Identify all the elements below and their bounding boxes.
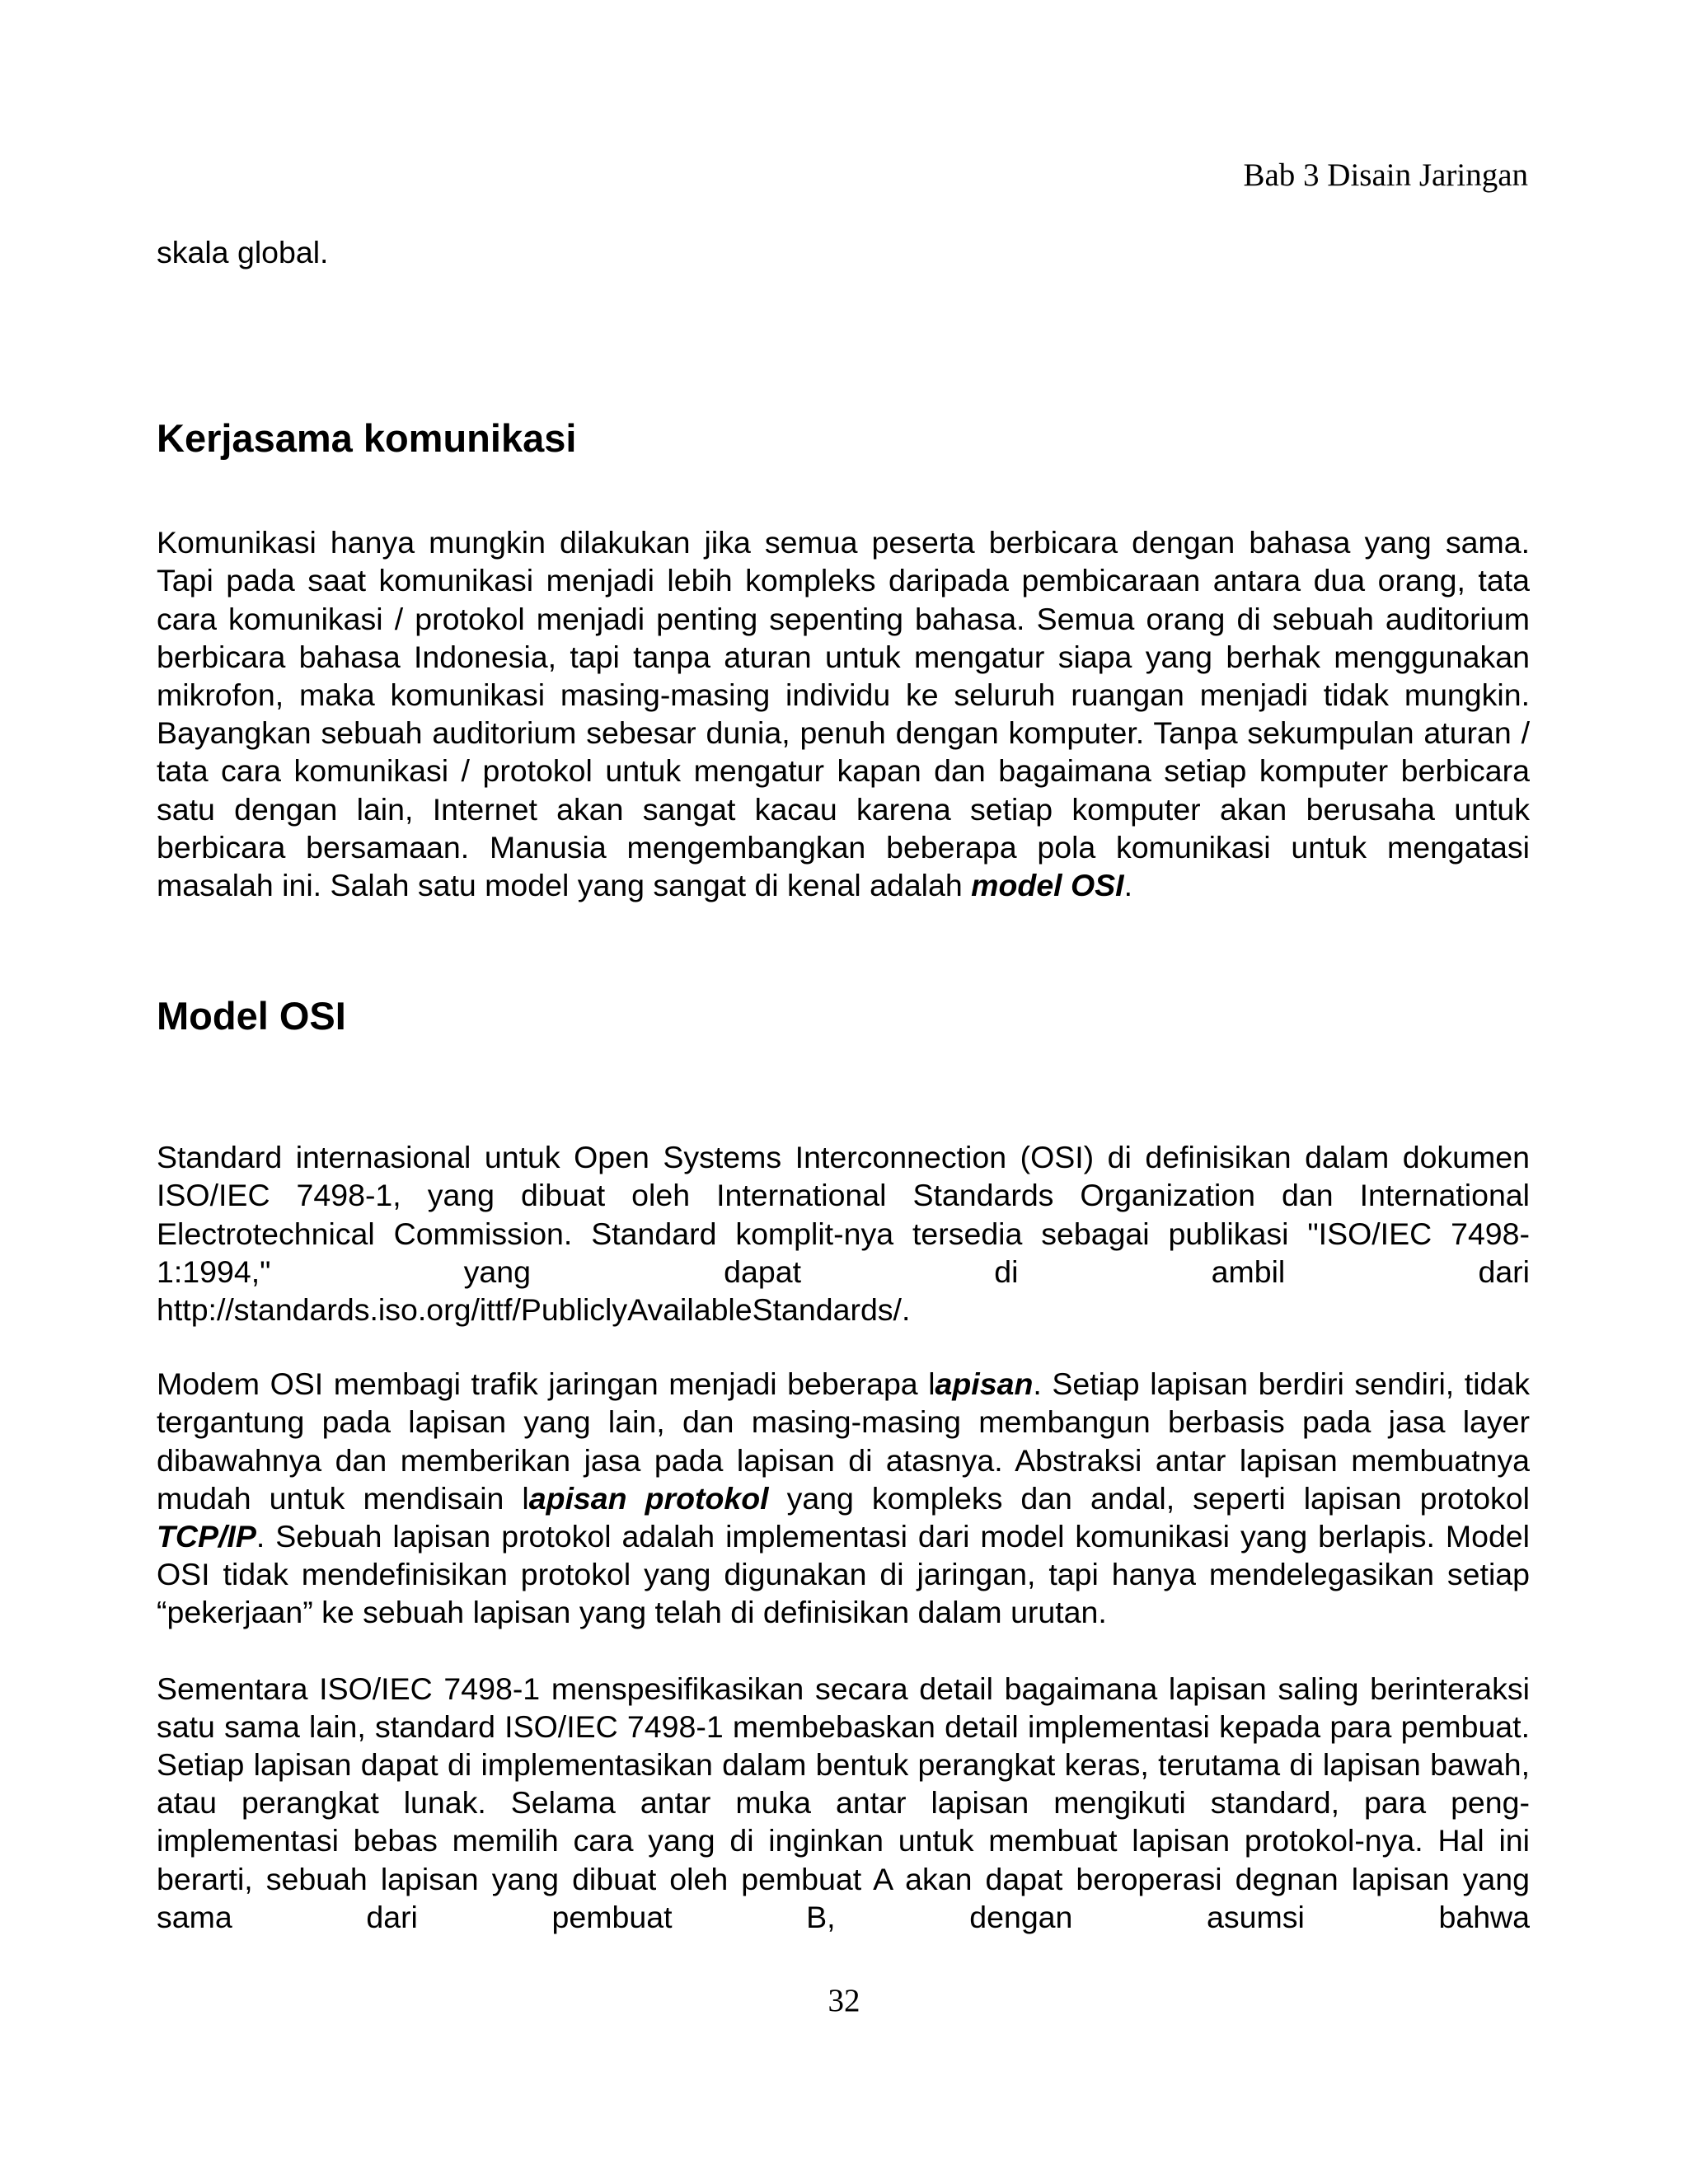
section-heading-model-osi: Model OSI: [157, 994, 346, 1038]
paragraph-text: Modem OSI membagi trafik jaringan menjadi beberapa l: [157, 1366, 935, 1402]
continued-text: skala global.: [157, 235, 329, 269]
page-number: 32: [828, 1983, 860, 2018]
running-header: Bab 3 Disain Jaringan: [1243, 157, 1528, 193]
osi-standard-url: http://standards.iso.org/ittf/PubliclyAvailableStandards/.: [157, 1292, 911, 1328]
page-body: [157, 233, 1530, 1936]
paragraph-text: yang kompleks dan andal, seperti lapisan protokol: [768, 1480, 1530, 1516]
paragraph-end: .: [1123, 868, 1133, 903]
section-heading-kerjasama: Kerjasama komunikasi: [157, 416, 577, 461]
emphasis-lapisan: apisan: [935, 1366, 1034, 1402]
emphasis-lapisan-protokol: apisan protokol: [528, 1480, 769, 1516]
emphasis-model-osi: model OSI: [971, 868, 1124, 903]
paragraph-text: . Setiap lapisan berdiri sendiri, tidak tergantung pada lapisan yang lain, dan masing-masing membangun berbasis pada jasa layer dibawahnya dan memberikan jasa pada lapisan di atasnya. Abstraksi antar lapisan membuatnya mudah untuk mendisain l: [157, 1366, 1530, 1516]
paragraph-osi-implementation: Sementara ISO/IEC 7498-1 menspesifikasikan secara detail bagaimana lapisan saling berinteraksi satu sama lain, standard ISO/IEC 7498-1 membebaskan detail implementasi kepada para pembuat. Setiap lapisan dapat di implementasikan dalam bentuk perangkat keras, terutama di lapisan bawah, atau perangkat lunak. Selama antar muka antar lapisan mengikuti standard, para peng-implementasi bebas memilih cara yang di inginkan untuk membuat lapisan protokol-nya. Hal ini berarti, sebuah lapisan yang dibuat oleh pembuat A akan dapat beroperasi degnan lapisan yang sama dari pembuat B, dengan asumsi bahwa: [157, 1671, 1530, 1934]
paragraph-text: . Sebuah lapisan protokol adalah implementasi dari model komunikasi yang berlapis. Model OSI tidak mendefinisikan protokol yang digunakan di jaringan, tapi hanya mendelegasikan setiap “pekerjaan” ke sebuah lapisan yang telah di definisikan dalam urutan.: [157, 1519, 1530, 1630]
paragraph-osi-standard: Standard internasional untuk Open Systems Interconnection (OSI) di definisikan dalam dokumen ISO/IEC 7498-1, yang dibuat oleh International Standards Organization dan International Electrotechnical Commission. Standard komplit-nya tersedia sebagai publikasi "ISO/IEC 7498-1:1994," yang dapat di ambil dari: [157, 1140, 1530, 1289]
emphasis-tcp-ip: TCP/IP: [157, 1519, 256, 1554]
paragraph-kerjasama: [157, 523, 1530, 904]
paragraph-text: Komunikasi hanya mungkin dilakukan jika semua peserta berbicara dengan bahasa yang sama. Tapi pada saat komunikasi menjadi lebih kompleks daripada pembicaraan antara dua orang, tata cara komunikasi / protokol menjadi penting sepenting bahasa. Semua orang di sebuah auditorium berbicara bahasa Indonesia, tapi tanpa aturan untuk mengatur siapa yang berhak menggunakan mikrofon, maka komunikasi masing-masing individu ke seluruh ruangan menjadi tidak mungkin. Bayangkan sebuah auditorium sebesar dunia, penuh dengan komputer. Tanpa sekumpulan aturan / tata cara komunikasi / protokol untuk mengatur kapan dan bagaimana setiap komputer berbicara satu dengan lain, Internet akan sangat kacau karena setiap komputer akan berusaha untuk berbicara bersamaan. Manusia mengembangkan beberapa pola komunikasi untuk mengatasi masalah ini. Salah satu model yang sangat di kenal adalah: [157, 525, 1530, 903]
paragraph-osi-layers: [157, 1365, 1530, 1631]
